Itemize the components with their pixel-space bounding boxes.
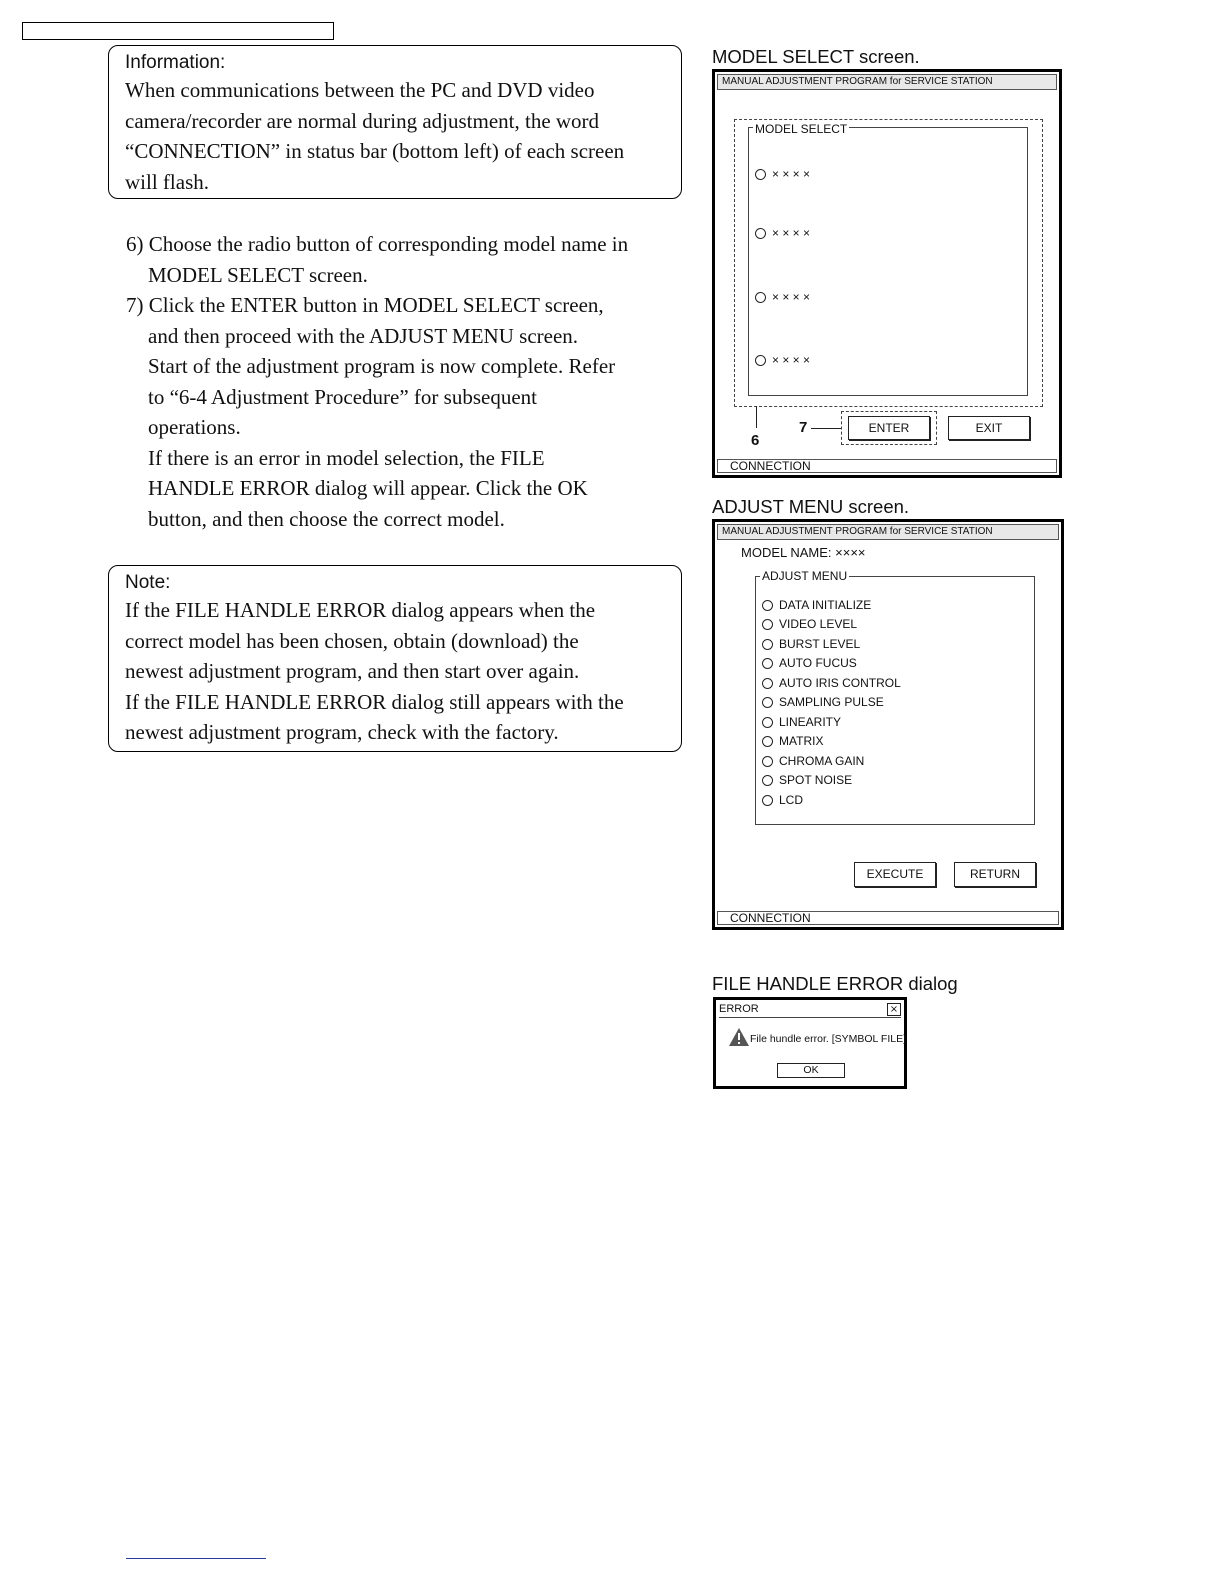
radio-circle-icon[interactable]	[755, 228, 766, 239]
information-title: Information:	[125, 52, 226, 73]
note-line: newest adjustment program, check with the factory.	[125, 720, 559, 744]
menu-item-label: SAMPLING PULSE	[779, 695, 884, 709]
radio-circle-icon[interactable]	[762, 756, 773, 767]
note-line: If the FILE HANDLE ERROR dialog still appears with the	[125, 689, 624, 714]
note-line: correct model has been chosen, obtain (download) the	[125, 628, 579, 653]
menu-radio[interactable]	[762, 617, 857, 631]
step-7-line: button, and then choose the correct model.	[148, 506, 505, 531]
radio-circle-icon[interactable]	[762, 736, 773, 747]
radio-circle-icon[interactable]	[762, 600, 773, 611]
radio-circle-icon[interactable]	[762, 639, 773, 650]
information-box	[108, 45, 682, 199]
error-dialog-title: ERROR	[719, 1003, 759, 1015]
page-header-box	[22, 22, 334, 40]
step-7-line: HANDLE ERROR dialog will appear. Click the OK	[148, 476, 588, 500]
model-radio[interactable]	[755, 226, 810, 240]
callout-7-leader	[811, 428, 841, 429]
menu-radio[interactable]	[762, 715, 841, 729]
radio-circle-icon[interactable]	[755, 355, 766, 366]
callout-6-label: 6	[751, 432, 760, 449]
radio-circle-icon[interactable]	[762, 795, 773, 806]
menu-item-label: LCD	[779, 793, 804, 807]
close-icon[interactable]: ×	[887, 1003, 901, 1016]
information-line: “CONNECTION” in status bar (bottom left) of each screen	[125, 139, 625, 163]
model-radio[interactable]	[755, 167, 810, 181]
error-dialog-caption: FILE HANDLE ERROR dialog	[712, 973, 958, 994]
radio-circle-icon[interactable]	[762, 697, 773, 708]
radio-circle-icon[interactable]	[755, 292, 766, 303]
step-6-line: MODEL SELECT screen.	[148, 262, 368, 287]
menu-item-label: AUTO IRIS CONTROL	[779, 676, 901, 690]
model-label: × × × ×	[772, 353, 811, 367]
model-select-window	[712, 69, 1062, 478]
menu-radio[interactable]	[762, 598, 871, 612]
step-7	[126, 290, 615, 534]
note-line: If the FILE HANDLE ERROR dialog appears when the	[125, 598, 596, 622]
footer-rule	[126, 1558, 266, 1559]
window-titlebar: MANUAL ADJUSTMENT PROGRAM for SERVICE STATION	[717, 74, 1057, 90]
menu-item-label: SPOT NOISE	[779, 773, 853, 787]
exit-button[interactable]: EXIT	[948, 416, 1030, 440]
note-line: newest adjustment program, and then start over again.	[125, 659, 580, 683]
warning-icon	[728, 1027, 750, 1047]
execute-button[interactable]: EXECUTE	[854, 862, 936, 887]
information-line: camera/recorder are normal during adjustment, the word	[125, 108, 600, 133]
menu-radio[interactable]	[762, 754, 864, 768]
menu-item-label: CHROMA GAIN	[779, 754, 865, 768]
menu-radio[interactable]	[762, 773, 852, 787]
step-6	[126, 229, 628, 290]
model-select-group-label: MODEL SELECT	[755, 122, 848, 136]
menu-item-label: LINEARITY	[779, 715, 842, 729]
callout-6-leader	[756, 406, 757, 428]
error-dialog-window	[713, 997, 907, 1089]
menu-radio[interactable]	[762, 793, 803, 807]
step-7-line: operations.	[148, 415, 241, 439]
adjust-menu-window	[712, 519, 1064, 930]
radio-circle-icon[interactable]	[762, 619, 773, 630]
enter-button[interactable]: ENTER	[848, 416, 930, 440]
step-7-line: 7) Click the ENTER button in MODEL SELECT screen,	[126, 293, 604, 317]
menu-radio[interactable]	[762, 734, 823, 748]
menu-item-label: DATA INITIALIZE	[779, 598, 872, 612]
step-7-line: to “6-4 Adjustment Procedure” for subsequent	[148, 384, 537, 409]
window-titlebar: MANUAL ADJUSTMENT PROGRAM for SERVICE STATION	[717, 524, 1059, 540]
return-button[interactable]: RETURN	[954, 862, 1036, 887]
menu-radio[interactable]	[762, 637, 860, 651]
status-bar: CONNECTION	[717, 459, 1057, 473]
radio-circle-icon[interactable]	[762, 717, 773, 728]
information-line: will flash.	[125, 169, 209, 194]
adjust-menu-caption: ADJUST MENU screen.	[712, 496, 910, 517]
model-name-label: MODEL NAME: ××××	[741, 545, 866, 560]
step-7-line: and then proceed with the ADJUST MENU screen.	[148, 323, 579, 348]
menu-item-label: MATRIX	[779, 734, 824, 748]
status-bar: CONNECTION	[717, 911, 1059, 925]
step-7-line: If there is an error in model selection, the FILE	[148, 445, 545, 470]
model-label: × × × ×	[772, 290, 811, 304]
model-label: × × × ×	[772, 226, 811, 240]
menu-radio[interactable]	[762, 676, 901, 690]
callout-7-label: 7	[799, 419, 808, 436]
step-7-line: Start of the adjustment program is now complete. Refer	[148, 354, 616, 378]
radio-circle-icon[interactable]	[755, 169, 766, 180]
note-box	[108, 565, 682, 752]
menu-radio[interactable]	[762, 656, 857, 670]
title-divider	[719, 1017, 901, 1018]
radio-circle-icon[interactable]	[762, 678, 773, 689]
radio-circle-icon[interactable]	[762, 658, 773, 669]
menu-radio[interactable]	[762, 695, 884, 709]
model-label: × × × ×	[772, 167, 811, 181]
adjust-menu-group-label: ADJUST MENU	[762, 569, 848, 583]
menu-item-label: VIDEO LEVEL	[779, 617, 858, 631]
note-title: Note:	[125, 572, 171, 593]
error-message: File hundle error. [SYMBOL FILE]	[750, 1033, 907, 1045]
model-radio[interactable]	[755, 290, 810, 304]
radio-circle-icon[interactable]	[762, 775, 773, 786]
step-6-line: 6) Choose the radio button of corresponding model name in	[126, 232, 629, 256]
model-radio[interactable]	[755, 353, 810, 367]
ok-button[interactable]: OK	[777, 1063, 845, 1078]
menu-item-label: BURST LEVEL	[779, 637, 861, 651]
information-line: When communications between the PC and DVD video	[125, 78, 595, 102]
menu-item-label: AUTO FUCUS	[779, 656, 857, 670]
model-select-caption: MODEL SELECT screen.	[712, 46, 920, 67]
